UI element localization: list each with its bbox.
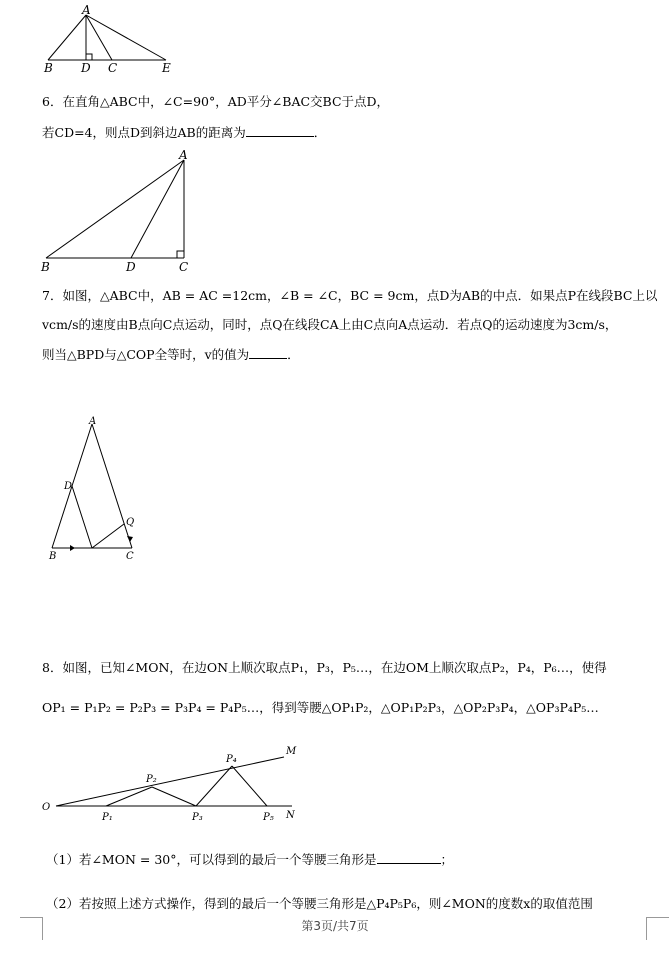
q6-label-a: A bbox=[179, 148, 188, 162]
q7-label-a: A bbox=[89, 416, 97, 427]
q6-label-d: D bbox=[126, 260, 136, 274]
figure-triangle-abdce bbox=[38, 0, 188, 76]
q8-line1: 8．如图，已知∠MON，在边ON上顺次取点P₁，P₃，P₅…，在边OM上顺次取点P₂，P₄，P₆…，使得 bbox=[42, 660, 607, 675]
figure-q8-angle bbox=[36, 740, 306, 824]
q7-label-c: C bbox=[126, 551, 134, 562]
q6-line2-text: 若CD=4，则点D到斜边AB的距离为 bbox=[42, 125, 246, 140]
label-c: C bbox=[108, 61, 118, 75]
q8-label-n: N bbox=[286, 810, 295, 821]
q7-label-b: B bbox=[49, 551, 57, 562]
page-footer: 第3页/共7页 bbox=[301, 919, 369, 933]
q7-line1: 7．如图，△ABC中，AB = AC =12cm，∠B = ∠C，BC = 9cm，点D为AB的中点．如果点P在线段BC上以 bbox=[42, 288, 658, 303]
figure-q6-triangle bbox=[38, 148, 198, 276]
q8-line2: OP₁ = P₁P₂ = P₂P₃ = P₃P₄ = P₄P₅…，得到等腰△OP₁P₂，△OP₁P₂P₃，△OP₂P₃P₄，△OP₃P₄P₅… bbox=[42, 700, 599, 715]
q7-line3 bbox=[42, 346, 300, 363]
label-e: E bbox=[162, 61, 171, 75]
q7-line3-text: 则当△BPD与△COP全等时，v的值为 bbox=[42, 347, 250, 362]
q6-label-c: C bbox=[179, 260, 189, 274]
q6-line1: 6．在直角△ABC中，∠C=90°，AD平分∠BAC交BC于点D， bbox=[42, 94, 390, 109]
q6-line2 bbox=[42, 124, 326, 141]
q6-label-b: B bbox=[41, 260, 50, 274]
q8-sub1 bbox=[46, 851, 453, 868]
q8-sub1-text: （1）若∠MON = 30°，可以得到的最后一个等腰三角形是 bbox=[46, 852, 377, 867]
q8-sub1-end: ； bbox=[440, 852, 454, 867]
q8-label-p3: P₃ bbox=[192, 812, 203, 823]
q7-line2: vcm/s的速度由B点向C点运动，同时，点Q在线段CA上由C点向A点运动．若点Q的运动速度为3cm/s， bbox=[42, 317, 618, 332]
q6-answer-blank[interactable] bbox=[246, 124, 314, 137]
label-d: D bbox=[81, 61, 91, 75]
label-a: A bbox=[82, 3, 91, 17]
q7-label-q: Q bbox=[126, 517, 135, 528]
q7-label-d: D bbox=[64, 481, 73, 492]
figure-q7-triangle bbox=[44, 412, 154, 562]
q6-line2-end: ． bbox=[313, 125, 327, 140]
q8-sub1-answer-blank[interactable] bbox=[377, 851, 441, 864]
q8-label-o: O bbox=[42, 802, 51, 813]
q8-label-p2: P₂ bbox=[146, 774, 157, 785]
q8-label-m: M bbox=[286, 746, 297, 757]
q7-answer-blank[interactable] bbox=[249, 346, 287, 359]
q7-line3-end: ． bbox=[287, 347, 300, 362]
q8-label-p1: P₁ bbox=[102, 812, 113, 823]
q8-label-p4: P₄ bbox=[226, 754, 237, 765]
label-b: B bbox=[44, 61, 53, 75]
q8-label-p5: P₅ bbox=[263, 812, 274, 823]
q8-sub2: （2）若按照上述方式操作，得到的最后一个等腰三角形是△P₄P₅P₆，则∠MON的度数x的取值范围 bbox=[46, 896, 593, 911]
